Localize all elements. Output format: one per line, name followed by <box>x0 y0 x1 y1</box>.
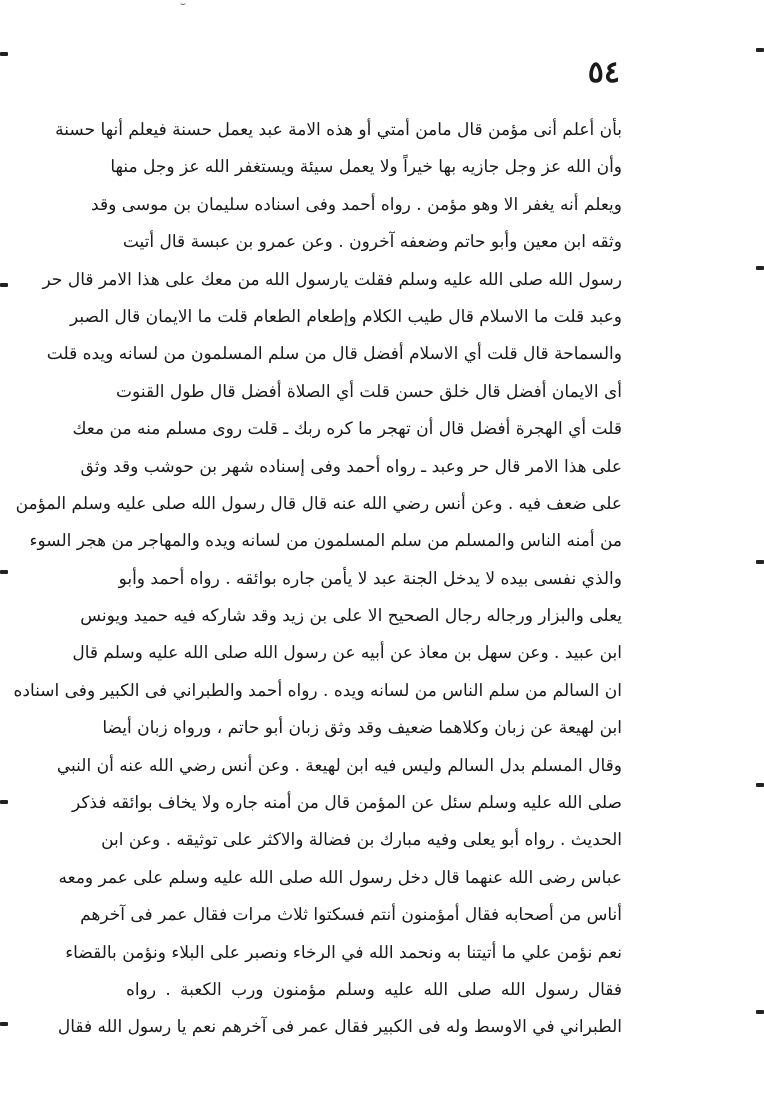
text-line: أى الايمان أفضل قال خلق حسن قلت أي الصلاة أفضل قال طول القنوت <box>116 381 622 402</box>
text-line: فقال رسول الله صلى الله عليه وسلم مؤمنون ورب الكعبة . رواه <box>126 979 622 1000</box>
text-line: يعلى والبزار ورجاله رجال الصحيح الا على بن زيد وقد شاركه فيه حميد ويونس <box>80 606 622 627</box>
text-line: على هذا الامر قال حر وعبد ـ رواه أحمد وفى إسناده شهر بن حوشب وقد وثق <box>80 456 622 477</box>
text-line: قلت أي الهجرة أفضل قال أن تهجر ما كره ربك ـ قلت روى مسلم منه من معك <box>72 419 622 440</box>
text-line: وقال المسلم بدل السالم وليس فيه ابن لهيعة . وعن أنس رضي الله عنه أن النبي <box>56 755 622 776</box>
text-line: ابن عبيد . وعن سهل بن معاذ عن أبيه عن رسول الله صلى الله عليه وسلم قال <box>72 643 622 664</box>
text-line: والسماحة قال قلت أي الاسلام أفضل قال من سلم المسلمون من لسانه ويده قلت <box>46 344 622 365</box>
text-line: من أمنه الناس والمسلم من سلم المسلمون من لسانه ويده والمهاجر من هجر السوء <box>29 531 622 552</box>
text-line: ويعلم أنه يغفر الا وهو مؤمن . رواه أحمد وفى اسناده سليمان بن موسى وقد <box>91 194 622 215</box>
margin-tick <box>756 266 764 270</box>
text-line: الحديث . رواه أبو يعلى وفيه مبارك بن فضالة والاكثر على توثيقه . وعن ابن <box>101 830 622 851</box>
text-line: ان السالم من سلم الناس من لسانه ويده . رواه أحمد والطبراني فى الكبير وفى اسناده <box>13 680 622 701</box>
margin-tick <box>0 52 8 56</box>
margin-tick <box>0 570 8 574</box>
text-line: بأن أعلم أنى مؤمن قال مامن أمتي أو هذه الامة عبد يعمل حسنة فيعلم أنها حسنة <box>55 120 622 140</box>
margin-tick <box>0 1022 8 1026</box>
margin-tick <box>0 800 8 804</box>
text-line: وثقه ابن معين وأبو حاتم وضعفه آخرون . وعن عمرو بن عبسة قال أتيت <box>122 232 622 253</box>
text-line: رسول الله صلى الله عليه وسلم فقلت يارسول الله من معك على هذا الامر قال حر <box>42 269 622 290</box>
body-text <box>13 112 622 1047</box>
margin-tick <box>756 560 764 564</box>
text-line: عباس رضى الله عنهما قال دخل رسول الله صلى الله عليه وسلم على عمر ومعه <box>58 867 622 888</box>
text-line: أناس من أصحابه فقال أمؤمنون أنتم فسكتوا ثلاث مرات فقال عمر فى آخرهم <box>80 905 622 926</box>
text-line: الطبراني في الاوسط وله فى الكبير فقال عمر فى آخرهم نعم يا رسول الله فقال <box>57 1017 622 1038</box>
margin-tick <box>0 283 8 287</box>
margin-tick <box>756 48 764 52</box>
text-line: نعم نؤمن علي ما أتيتنا به ونحمد الله في الرخاء ونصبر على البلاء ونؤمن بالقضاء <box>65 942 622 963</box>
page-number: ٥٤ <box>587 55 620 90</box>
text-line: وعبد قلت ما الاسلام قال طيب الكلام وإطعام الطعام قلت ما الايمان قال الصبر <box>69 306 622 327</box>
margin-tick <box>756 783 764 787</box>
scan-artifact-mark <box>180 0 186 5</box>
text-line: صلى الله عليه وسلم سئل عن المؤمن قال من أمنه جاره ولا يخاف بوائقه فذكر <box>71 793 622 814</box>
margin-tick <box>756 1010 764 1014</box>
text-line: ابن لهيعة عن زبان وكلاهما ضعيف وقد وثق زبان أبو حاتم ، ورواه زبان أيضا <box>102 718 622 739</box>
text-line: على ضعف فيه . وعن أنس رضي الله عنه قال قال رسول الله صلى عليه وسلم المؤمن <box>15 493 622 514</box>
text-line: وأن الله عز وجل جازيه بها خيراً ولا يعمل سيئة ويستغفر الله عز وجل منها <box>110 157 622 178</box>
text-line: والذي نفسى بيده لا يدخل الجنة عبد لا يأمن جاره بوائقه . رواه أحمد وأبو <box>118 568 622 589</box>
